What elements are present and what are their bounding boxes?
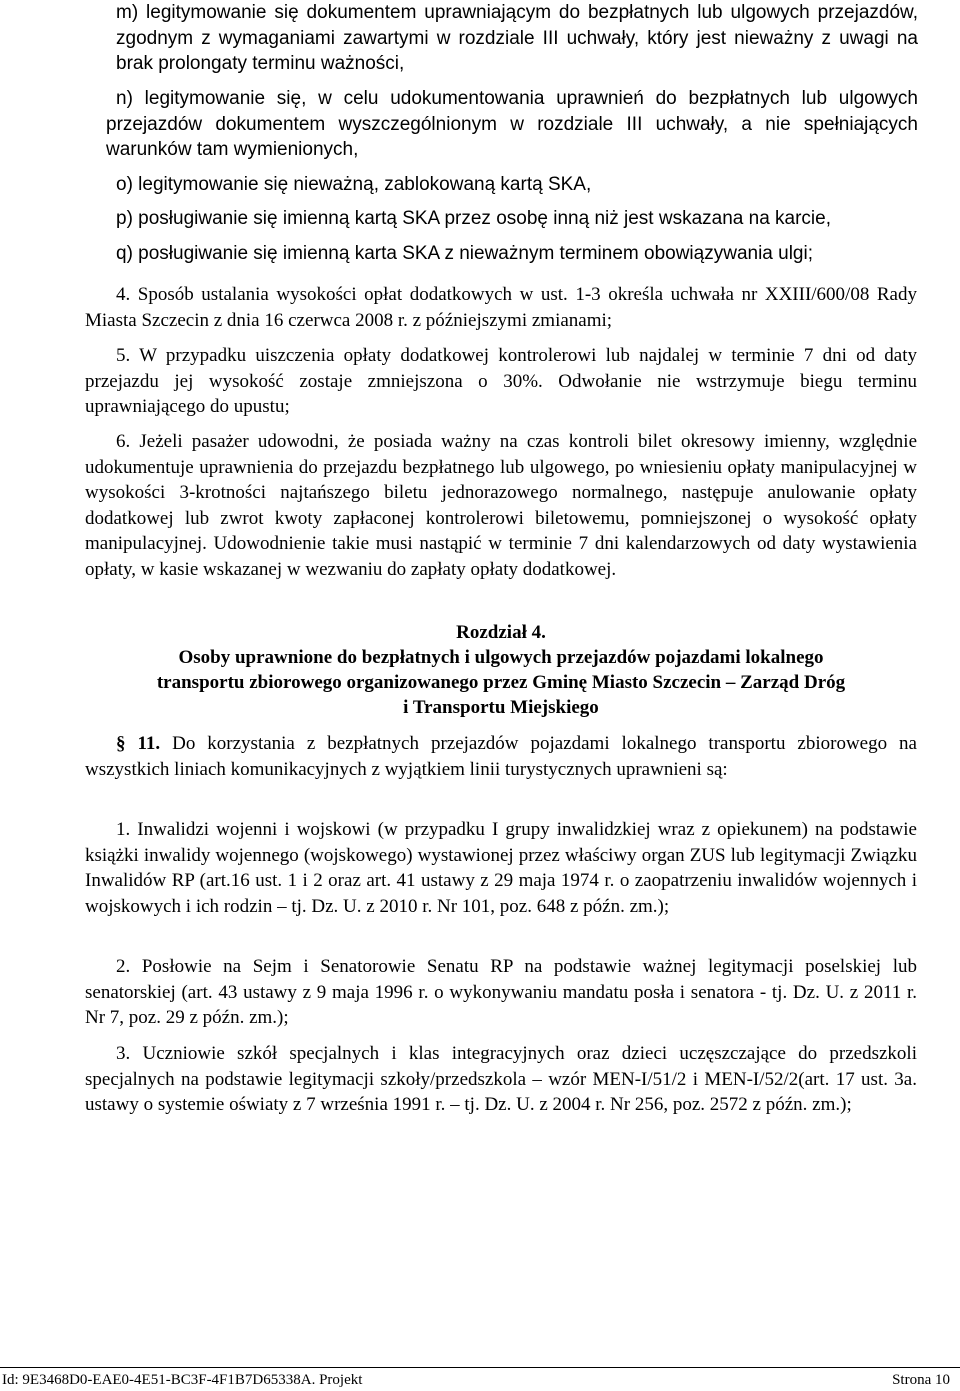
list-item-m: m) legitymowanie się dokumentem uprawniającym do bezpłatnych lub ulgowych przejazdów, zgodnym z wymaganiami zawartymi w rozdziale III uchwały, który jest nieważny z uwagi na brak prolongaty terminu ważności, bbox=[116, 2, 918, 75]
entitled-item-1: 1. Inwalidzi wojenni i wojskowi (w przypadku I grupy inwalidzkiej wraz z opiekunem) na podstawie książki inwalidy wojennego (wojskowego) wystawionej przez właściwy organ ZUS lub legitymacji Związku Inwalidów RP (art.16 ust. 1 i 2 oraz art. 41 ustawy z 29 maja 1974 r. o zaopatrzeniu inwalidów wojennych i wojskowych i ich rodzin – tj. Dz. U. z 2010 r. Nr 101, poz. 648 z późn. zm.); bbox=[85, 819, 917, 917]
section-11-mark: § 11. bbox=[116, 733, 161, 754]
list-item-q: q) posługiwanie się imienną karta SKA z nieważnym terminem obowiązywania ulgi; bbox=[116, 243, 813, 264]
chapter-title: Rozdział 4. bbox=[456, 622, 546, 643]
chapter-subtitle-line-1: Osoby uprawnione do bezpłatnych i ulgowych przejazdów pojazdami lokalnego bbox=[178, 647, 824, 668]
chapter-subtitle-line-2: transportu zbiorowego organizowanego przez Gminę Miasto Szczecin – Zarząd Dróg bbox=[156, 672, 846, 693]
footer-page-number: Strona 10 bbox=[892, 1372, 950, 1388]
list-item-o: o) legitymowanie się nieważną, zablokowaną kartą SKA, bbox=[116, 174, 592, 195]
list-item-n: n) legitymowanie się, w celu udokumentowania uprawnień do bezpłatnych lub ulgowych przejazdów dokumentem wyszczególnionym w rozdziale III uchwały, a nie spełniających warunków tam wymienionych, bbox=[106, 88, 918, 161]
footer-document-id: Id: 9E3468D0-EAE0-4E51-BC3F-4F1B7D65338A. Projekt bbox=[2, 1372, 363, 1388]
point-4: 4. Sposób ustalania wysokości opłat dodatkowych w ust. 1-3 określa uchwała nr XXIII/600/08 Rady Miasta Szczecin z dnia 16 czerwca 2008 r. z późniejszymi zmianami; bbox=[85, 284, 917, 331]
footer-divider bbox=[0, 1367, 960, 1368]
chapter-subtitle-line-3: i Transportu Miejskiego bbox=[403, 697, 599, 718]
section-11 bbox=[85, 731, 917, 782]
point-6: 6. Jeżeli pasażer udowodni, że posiada ważny na czas kontroli bilet okresowy imienny, względnie udokumentuje uprawnienia do przejazdu bezpłatnego lub ulgowego, po wniesieniu opłaty manipulacyjnej w wysokości 3-krotności najtańszego biletu jednorazowego normalnego, następuje anulowanie opłaty dodatkowej lub zwrot kwoty zapłaconej kontrolerowi biletowemu, pomniejszonej o wysokość opłaty manipulacyjnej. Udowodnienie takie musi nastąpić w terminie 7 dni kalendarzowych od daty wystawienia opłaty, w kasie wskazanej w wezwaniu do zapłaty opłaty dodatkowej. bbox=[85, 431, 917, 580]
section-11-text: Do korzystania z bezpłatnych przejazdów pojazdami lokalnego transportu zbiorowego na wszystkich liniach komunikacyjnych z wyjątkiem linii turystycznych uprawnieni są: bbox=[85, 733, 917, 780]
entitled-item-3: 3. Uczniowie szkół specjalnych i klas integracyjnych oraz dzieci uczęszczające do przedszkoli specjalnych na podstawie legitymacji szkoły/przedszkola – wzór MEN-I/51/2 i MEN-I/52/2(art. 17 ust. 3a. ustawy o systemie oświaty z 7 września 1991 r. – tj. Dz. U. z 2004 r. Nr 256, poz. 2572 z późn. zm.); bbox=[85, 1043, 917, 1116]
chapter-heading bbox=[85, 620, 917, 720]
entitled-item-2: 2. Posłowie na Sejm i Senatorowie Senatu RP na podstawie ważnej legitymacji poselskiej lub senatorskiej (art. 43 ustawy z 9 maja 1996 r. o wykonywaniu mandatu posła i senatora - tj. Dz. U. z 2011 r. Nr 7, poz. 29 z późn. zm.); bbox=[85, 956, 917, 1029]
list-item-p: p) posługiwanie się imienną kartą SKA przez osobę inną niż jest wskazana na karcie, bbox=[116, 208, 831, 229]
point-5: 5. W przypadku uiszczenia opłaty dodatkowej kontrolerowi lub najdalej w terminie 7 dni od daty przejazdu jej wysokość zostaje zmniejszona o 30%. Odwołanie nie wstrzymuje biegu terminu uprawniającego do upustu; bbox=[85, 345, 917, 418]
